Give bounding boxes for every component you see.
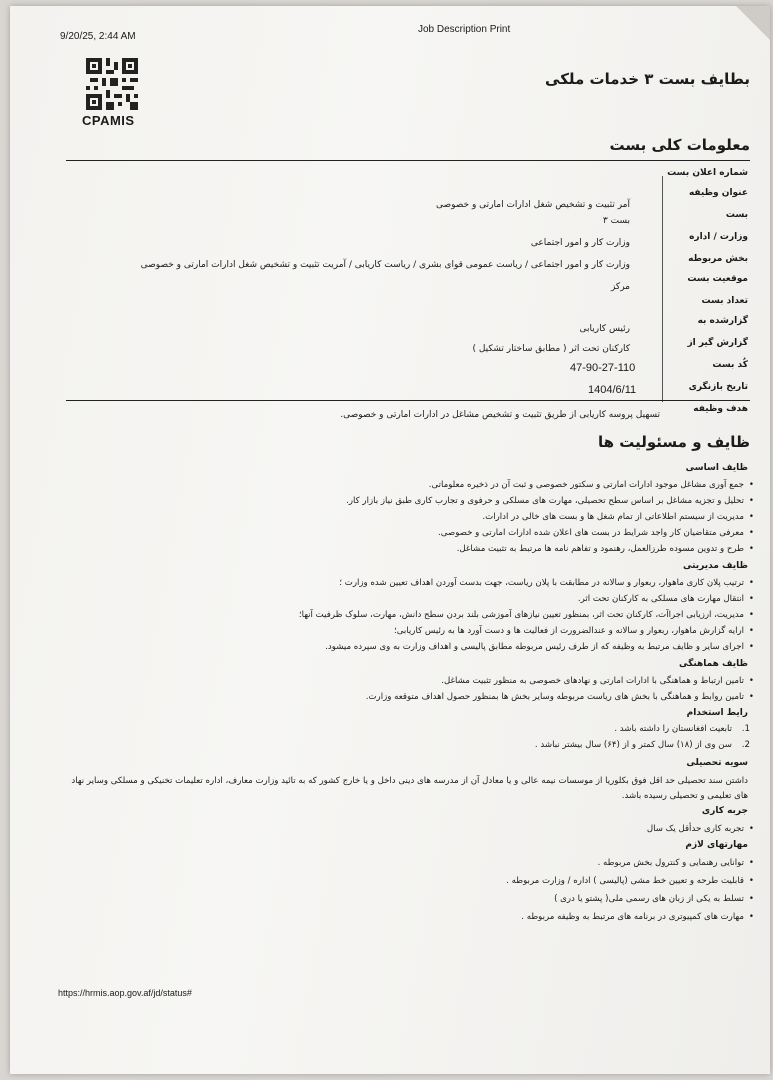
list-item: تامین روابط و هماهنگی با بخش های ریاست مربوطه وسایر بخش ها بمنظور حصول اهداف متوقعه وزارت. • (366, 692, 744, 702)
list-item: توانایی رهنمایی و کنترول بخش مربوطه . • (598, 858, 744, 868)
list-item: تحلیل و تجزیه مشاغل بر اساس سطح تحصیلی، مهارت های مسلکی و حرفوی و تجارب کاری طبق نیاز بازار کار. • (346, 496, 744, 506)
print-datetime: 9/20/25, 2:44 AM (60, 31, 136, 42)
list-item: تجربه کاری حدأقل یک سال • (647, 824, 744, 834)
list-item: ارایه گزارش ماهوار، ربعوار و سالانه و عندالضرورت از فعالیت ها و دست آورد ها به رئیس کاریابی؛ • (394, 626, 744, 636)
experience-title: جربه کاری (701, 806, 748, 816)
value-ministry: وزارت کار و امور اجتماعی (530, 238, 630, 248)
general-info-heading: معلومات کلی بست (609, 136, 750, 154)
list-item: ترتیب پلان کاری ماهوار، ربعوار و سالانه در مطابقت با پلان ریاست، جهت بدست آوردن اهداف تعیین شده وزارت ؛ • (339, 578, 744, 588)
condition-number: .1 (741, 724, 750, 734)
page-corner-fold (736, 6, 770, 40)
list-item: جمع آوری مشاغل موجود ادارات امارتی و سکتور خصوصی و ثبت آن در ذخیره معلوماتی. • (429, 480, 744, 490)
list-item: معرفی متقاضیان کار واجد شرایط در بست های اعلان شده ادارات امارتی و خصوصی. • (438, 528, 744, 538)
label-review-date: تاریخ بازنگری (688, 382, 748, 392)
section-divider (66, 400, 750, 401)
document-page (10, 6, 770, 1074)
value-job-purpose: تسهیل پروسه کاریابی از طریق تثبیت و تشخیص مشاغل در ادارات امارتی و خصوصی. (340, 410, 660, 420)
label-reports-from: گزارش گیر از (687, 338, 748, 348)
label-reports-to: گزارشده به (697, 316, 748, 326)
value-job-title: آمر تثبیت و تشخیص شغل ادارات امارتی و خصوصی (435, 200, 630, 210)
table-column-divider (662, 176, 663, 402)
value-location: مرکز (610, 282, 630, 292)
value-grade: بست ۳ (602, 216, 630, 226)
duties-heading: ظایف و مسئولیت ها (598, 433, 750, 451)
section-divider (66, 160, 750, 161)
education-title: سویه تحصیلی (686, 758, 748, 768)
coordination-duties-title: ظایف هماهنگی (679, 659, 748, 669)
condition-number: .2 (741, 740, 750, 750)
list-item: مهارت های کمپیوتری در برنامه های مرتبط به وظیفه مربوطه . • (521, 912, 744, 922)
document-title: بطایف بست ۳ خدمات ملکی (545, 70, 750, 88)
managerial-duties-title: ظایف مدیریتی (683, 561, 748, 571)
cpamis-logo: CPAMIS (82, 113, 135, 128)
list-item: تامین ارتباط و هماهنگی با ادارات امارتی و نهادهای خصوصی به منظور تثبیت مشاغل. • (441, 676, 744, 686)
list-item: مدیریت، ارزیابی اجراآت، کارکنان تحت اثر، بمنظور تعیین نیازهای آموزشی بلند بردن سطح دانش، مهارت، سلوک ظرفیت آنها؛ • (299, 610, 744, 620)
qr-code-icon (86, 58, 138, 110)
conditions-title: رایط استخدام (686, 708, 748, 718)
footer-url: https://hrmis.aop.gov.af/jd/status# (58, 988, 192, 998)
label-ministry: وزارت / اداره (689, 232, 748, 242)
value-post-code: 47-90-27-110 (570, 362, 636, 374)
value-review-date: 1404/6/11 (588, 384, 637, 396)
label-department: بخش مربوطه (688, 254, 748, 264)
list-item: قابلیت طرحه و تعیین خط مشی (پالیسی ) اداره / وزارت مربوطه . • (506, 876, 744, 886)
list-item: طرح و تدوین مسوده طرزالعمل، رهنمود و تفاهم نامه ها مرتبط به تثبیت مشاغل. • (457, 544, 744, 554)
label-location: موقعیت بست (687, 274, 748, 284)
condition-text: تابعیت افغانستان را داشته باشد . (614, 724, 732, 734)
list-item: اجرای سایر و ظایف مرتبط به وظیفه که از طرف رئیس مربوطه مطابق پالیسی و اهداف وزارت به وی سپرده میشود. • (325, 642, 744, 652)
value-reports-to: رئیس کاریابی (579, 324, 630, 334)
core-duties-title: ظایف اساسی (685, 463, 748, 473)
label-job-purpose: هدف وظیفه (693, 404, 748, 414)
list-item: تسلط به یکی از زبان های رسمی ملی( پشتو یا دری ) • (554, 894, 744, 904)
value-reports-from: کارکنان تحت اثر ( مطابق ساختار تشکیل ) (472, 344, 630, 354)
condition-text: سن وی از (۱۸) سال کمتر و از (۶۴) سال بیشتر نباشد . (534, 740, 732, 750)
list-item: مدیریت از سیستم اطلاعاتی از تمام شغل ها و بست های خالی در ادارات. • (482, 512, 744, 522)
label-announcement-no: شماره اعلان بست (667, 168, 748, 178)
list-item: انتقال مهارت های مسلکی به کارکنان تحت اثر. • (578, 594, 744, 604)
label-post-code: کُد بست (712, 360, 748, 370)
skills-title: مهارتهای لازم (685, 840, 748, 850)
education-text: داشتن سند تحصیلی حد اقل فوق بکلوریا از موسسات نیمه عالی و یا معادل آن از مدرسه های دینی داخل و یا خارج کشور که به تائید وزارت معارف، اداره تعلیمات تخنیکی و مسلکی وسایر نهاد های تعلیمی و تحصیلی رسیده باشد. (71, 776, 748, 801)
print-title: Job Description Print (418, 24, 511, 35)
label-grade: بست (725, 210, 748, 220)
label-post-count: تعداد بست (701, 296, 748, 306)
value-department: وزارت کار و امور اجتماعی / ریاست عمومی قوای بشری / ریاست کاریابی / آمریت تثبیت و تشخیص شغل ادارات امارتی و خصوصی (140, 260, 630, 270)
label-job-title: عنوان وظیفه (688, 188, 748, 198)
